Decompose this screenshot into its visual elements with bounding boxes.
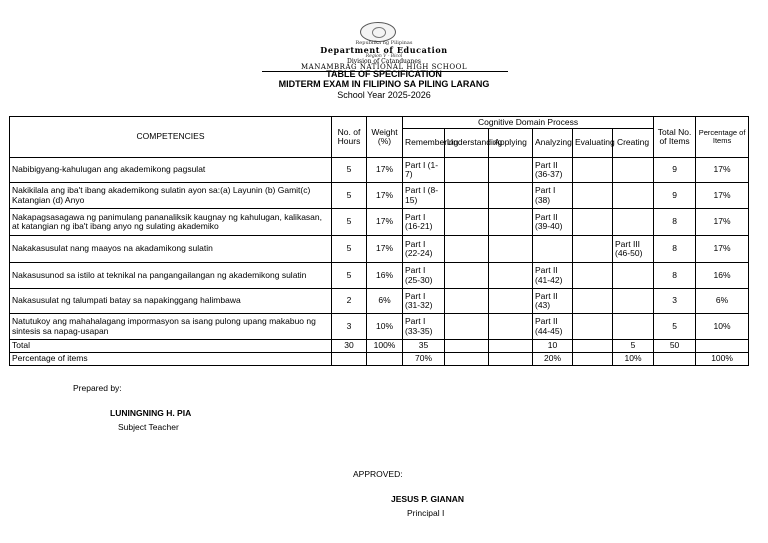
- approved-by-title: Principal I: [407, 508, 445, 518]
- header-evaluating: Evaluating: [573, 129, 613, 158]
- total-items: 50: [654, 340, 696, 353]
- cell-analyzing: Part II (44-45): [533, 314, 573, 340]
- prepared-by-title: Subject Teacher: [118, 422, 179, 432]
- cell-creating: [613, 263, 654, 289]
- percentage-weight: [367, 353, 403, 366]
- cell-applying: [489, 289, 533, 314]
- cell-creating: Part III (46-50): [613, 236, 654, 263]
- cell-applying: [489, 236, 533, 263]
- cell-evaluating: [573, 289, 613, 314]
- total-hours: 30: [332, 340, 367, 353]
- cell-percentage: 17%: [696, 236, 749, 263]
- percentage-hours: [332, 353, 367, 366]
- table-row: [10, 289, 749, 314]
- percentage-analyzing: 20%: [533, 353, 573, 366]
- cell-understanding: [445, 289, 489, 314]
- cell-analyzing: Part II (41-42): [533, 263, 573, 289]
- cell-evaluating: [573, 183, 613, 209]
- percentage-creating: 10%: [613, 353, 654, 366]
- cell-competency: Nabibigyang-kahulugan ang akademikong pagsulat: [10, 158, 332, 183]
- cell-analyzing: Part II (43): [533, 289, 573, 314]
- total-understanding: [445, 340, 489, 353]
- table-row: [10, 236, 749, 263]
- cell-creating: [613, 158, 654, 183]
- percentage-understanding: [445, 353, 489, 366]
- total-row: [10, 340, 749, 353]
- total-percentage: [696, 340, 749, 353]
- cell-analyzing: Part II (39-40): [533, 209, 573, 236]
- cell-percentage: 6%: [696, 289, 749, 314]
- percentage-total: [654, 353, 696, 366]
- percentage-row: [10, 353, 749, 366]
- header-percentage-items: Percentage of Items: [696, 117, 749, 158]
- cell-hours: 5: [332, 263, 367, 289]
- header-applying: Applying: [489, 129, 533, 158]
- cell-weight: 10%: [367, 314, 403, 340]
- department-label: Department of Education: [320, 45, 448, 55]
- percentage-label: Percentage of items: [10, 353, 332, 366]
- cell-understanding: [445, 209, 489, 236]
- cell-evaluating: [573, 263, 613, 289]
- school-year: School Year 2025-2026: [337, 90, 431, 100]
- table-row: [10, 209, 749, 236]
- cell-weight: 16%: [367, 263, 403, 289]
- cell-applying: [489, 158, 533, 183]
- republic-label: Republika ng Pilipinas: [355, 40, 413, 46]
- cell-evaluating: [573, 209, 613, 236]
- total-weight: 100%: [367, 340, 403, 353]
- cell-applying: [489, 209, 533, 236]
- cell-creating: [613, 183, 654, 209]
- cell-weight: 17%: [367, 236, 403, 263]
- header-hours: No. of Hours: [332, 117, 367, 158]
- cell-applying: [489, 263, 533, 289]
- cell-understanding: [445, 183, 489, 209]
- header-total-items: Total No. of Items: [654, 117, 696, 158]
- cell-evaluating: [573, 158, 613, 183]
- approved-by-name: JESUS P. GIANAN: [391, 494, 465, 504]
- region-label: Region V - Bicol: [365, 54, 403, 59]
- total-remembering: 35: [403, 340, 445, 353]
- cell-creating: [613, 289, 654, 314]
- total-evaluating: [573, 340, 613, 353]
- cell-competency: Nakakasusulat nang maayos na akadamikong sulatin: [10, 236, 332, 263]
- cell-hours: 5: [332, 209, 367, 236]
- deped-seal-icon: [360, 22, 396, 42]
- cell-hours: 2: [332, 289, 367, 314]
- header-cognitive-domain: Cognitive Domain Process: [403, 117, 654, 129]
- approved-label: APPROVED:: [353, 469, 403, 479]
- cell-remembering: Part I (8-15): [403, 183, 445, 209]
- table-of-specification: [9, 116, 749, 366]
- cell-weight: 6%: [367, 289, 403, 314]
- cell-applying: [489, 314, 533, 340]
- document-subtitle: MIDTERM EXAM IN FILIPINO SA PILING LARANG: [278, 79, 490, 89]
- cell-percentage: 17%: [696, 158, 749, 183]
- cell-evaluating: [573, 236, 613, 263]
- cell-percentage: 16%: [696, 263, 749, 289]
- cell-analyzing: Part I (38): [533, 183, 573, 209]
- cell-weight: 17%: [367, 183, 403, 209]
- table-row: [10, 314, 749, 340]
- cell-percentage: 17%: [696, 209, 749, 236]
- total-creating: 5: [613, 340, 654, 353]
- cell-understanding: [445, 314, 489, 340]
- cell-remembering: Part I (31-32): [403, 289, 445, 314]
- cell-total: 8: [654, 236, 696, 263]
- cell-total: 9: [654, 183, 696, 209]
- cell-understanding: [445, 263, 489, 289]
- division-label: Division of Catanduanes: [347, 58, 421, 65]
- header-remembering: Remembering: [403, 129, 445, 158]
- cell-evaluating: [573, 314, 613, 340]
- document-title: TABLE OF SPECIFICATION: [326, 69, 442, 79]
- prepared-by-name: LUNINGNING H. PIA: [110, 408, 192, 418]
- header-creating: Creating: [613, 129, 654, 158]
- total-analyzing: 10: [533, 340, 573, 353]
- cell-competency: Nakasusunod sa istilo at teknikal na pangangailangan ng akademikong sulatin: [10, 263, 332, 289]
- header-competencies: COMPETENCIES: [10, 117, 332, 158]
- cell-understanding: [445, 236, 489, 263]
- cell-competency: Nakikilala ang iba't ibang akademikong sulatin ayon sa:(a) Layunin (b) Gamit(c) Katangian (d) Anyo: [10, 183, 332, 209]
- cell-hours: 3: [332, 314, 367, 340]
- cell-remembering: Part I (22-24): [403, 236, 445, 263]
- cell-understanding: [445, 158, 489, 183]
- cell-hours: 5: [332, 183, 367, 209]
- cell-total: 9: [654, 158, 696, 183]
- cell-applying: [489, 183, 533, 209]
- cell-total: 8: [654, 209, 696, 236]
- prepared-by-label: Prepared by:: [73, 383, 122, 393]
- cell-total: 5: [654, 314, 696, 340]
- cell-weight: 17%: [367, 158, 403, 183]
- header-analyzing: Analyzing: [533, 129, 573, 158]
- table-row: [10, 263, 749, 289]
- table-row: [10, 183, 749, 209]
- cell-remembering: Part I (25-30): [403, 263, 445, 289]
- cell-remembering: Part I (33-35): [403, 314, 445, 340]
- cell-competency: Natutukoy ang mahahalagang impormasyon sa isang pulong upang makabuo ng sintesis sa napag-usapan: [10, 314, 332, 340]
- cell-total: 3: [654, 289, 696, 314]
- cell-analyzing: [533, 236, 573, 263]
- cell-percentage: 10%: [696, 314, 749, 340]
- cell-creating: [613, 314, 654, 340]
- cell-competency: Nakasusulat ng talumpati batay sa napakinggang halimbawa: [10, 289, 332, 314]
- school-name: MANAMBRAG NATIONAL HIGH SCHOOL: [300, 63, 468, 71]
- total-applying: [489, 340, 533, 353]
- percentage-remembering: 70%: [403, 353, 445, 366]
- table-row: [10, 158, 749, 183]
- header-understanding: Understanding: [445, 129, 489, 158]
- percentage-evaluating: [573, 353, 613, 366]
- header-weight: Weight (%): [367, 117, 403, 158]
- cell-total: 8: [654, 263, 696, 289]
- cell-competency: Nakapagsasagawa ng panimulang pananaliksik kaugnay ng kahulugan, kalikasan, at katangian ng iba't ibang anyo ng sulating akademiko: [10, 209, 332, 236]
- cell-analyzing: Part II (36-37): [533, 158, 573, 183]
- percentage-applying: [489, 353, 533, 366]
- cell-remembering: Part I (1-7): [403, 158, 445, 183]
- cell-remembering: Part I (16-21): [403, 209, 445, 236]
- cell-hours: 5: [332, 236, 367, 263]
- total-label: Total: [10, 340, 332, 353]
- cell-creating: [613, 209, 654, 236]
- cell-hours: 5: [332, 158, 367, 183]
- cell-percentage: 17%: [696, 183, 749, 209]
- percentage-overall: 100%: [696, 353, 749, 366]
- cell-weight: 17%: [367, 209, 403, 236]
